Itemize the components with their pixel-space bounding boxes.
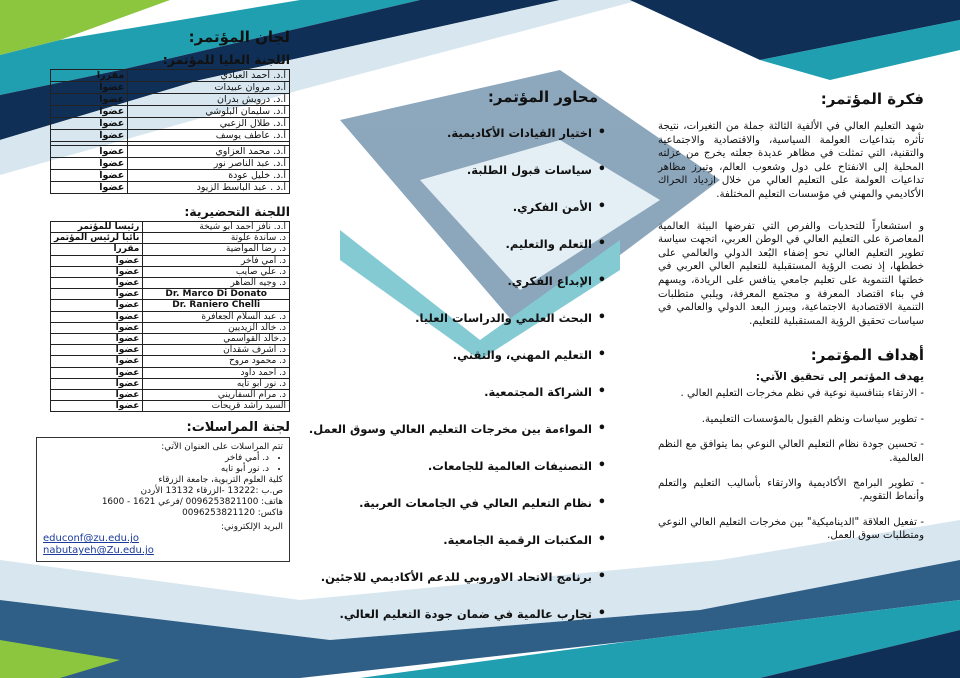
member-role: نائباً لرئيس المؤتمر: [51, 233, 143, 244]
goals-title: أهداف المؤتمر:: [810, 346, 924, 365]
member-name: د. أشرف شقدان: [143, 345, 290, 356]
contact-name: • د. نور أبو تايه: [43, 464, 269, 475]
preparatory-committee-title: اللجنة التحضيرية:: [184, 204, 290, 219]
table-row: [51, 118, 290, 130]
list-item: • برنامج الاتحاد الاوروبي للدعم الأكاديمي للاجئين.: [320, 569, 606, 584]
member-role: عضواً: [51, 356, 143, 367]
table-row: [51, 222, 290, 233]
member-role: عضواً: [51, 334, 143, 345]
axes-list: [308, 125, 606, 621]
member-name: أ.د. نافز أحمد أبو شيخة: [143, 222, 290, 233]
list-item: - تطوير سياسات ونظم القبول بالمؤسسات التعليمية.: [701, 413, 924, 425]
email-link-conference[interactable]: educonf@zu.edu.jo: [43, 533, 139, 545]
member-name: أ.د. عاطف يوسف: [128, 130, 290, 142]
idea-goals-section: [658, 90, 924, 555]
member-name: د. محمود مروح: [143, 356, 290, 367]
member-role: عضواً: [51, 367, 143, 378]
member-name: د. وجيه الضاهر: [143, 278, 290, 289]
preparatory-committee-table: [50, 221, 290, 412]
po-box: ص.ب :13222 -الزرقاء 13132 الأردن: [140, 486, 283, 497]
table-row: [51, 367, 290, 378]
member-role: عضواً: [51, 345, 143, 356]
member-name: أ.د. عبد الناصر نور: [128, 158, 290, 170]
member-role: مقرراً: [51, 70, 128, 82]
bullet-icon: •: [597, 347, 606, 362]
bullet-icon: •: [597, 310, 606, 325]
bullet-icon: •: [597, 273, 606, 288]
bullet-icon: •: [597, 606, 606, 621]
correspondence-committee-title: لجنة المراسلات:: [186, 420, 290, 436]
higher-committee-title: اللجنة العليا للمؤتمر:: [162, 52, 290, 67]
list-item: • التعليم المهني، والتقني.: [452, 347, 606, 362]
idea-paragraph-1: شهد التعليم العالي في الألفية الثالثة جملة من التغيرات، نتيجة تأثره بتداعيات العولمة السياسية، والاقتصادية والاجتماعية والتقنية، التي تمثلت في مظاهر عديدة جعلته يخرج من عزلته المحلية إلى الانفتاح على دول وشعوب العالم، وتبرز مظاهر تداعيات العولمة على التعليم العالي من خلال ازدياد الحراك الأكاديمي والمهني في مؤسسات التعليم المختلفة.: [658, 121, 924, 200]
member-name: أ.د. خليل عودة: [128, 170, 290, 182]
list-item: - تطوير البرامج الأكاديمية والارتقاء بأساليب التعليم والتعلم وأنماط التقويم.: [658, 477, 924, 503]
contact-list: [43, 453, 283, 475]
member-name: د. أمي فاخر: [143, 255, 290, 266]
list-item: • الأمن الفكري.: [512, 199, 606, 214]
list-item: - الارتقاء بتنافسية نوعية في نظم مخرجات التعليم العالي .: [680, 388, 924, 400]
member-role: عضواً: [51, 106, 128, 118]
email-link-contact[interactable]: nabutayeh@Zu.edu.jo: [43, 545, 154, 557]
member-role: عضواً: [51, 390, 143, 401]
idea-title: فكرة المؤتمر:: [820, 90, 924, 108]
member-name: د. أحمد داود: [143, 367, 290, 378]
member-role: عضواً: [51, 255, 143, 266]
table-row: [51, 378, 290, 389]
table-row: [51, 311, 290, 322]
table-row: [51, 401, 290, 412]
committees-title: لجان المؤتمر:: [188, 28, 290, 46]
member-role: مقرراً: [51, 244, 143, 255]
member-role: عضواً: [51, 158, 128, 170]
table-row: [51, 390, 290, 401]
member-role: عضواً: [51, 401, 143, 412]
idea-paragraph-2: و استشعاراً للتحديات والفرص التي تفرضها البيئة العالمية المعاصرة على التعليم العالي في الوطن العربي، اتجهت سياسة تطوير التعليم العالي نحو إضفاء البُعد الدولي والعالمي على خططها، إذ نصت الرؤية المستقبلية للتعليم العالي العربي في خطتها التنموية على تعليم جامعي ينافس على الريادة، ويسهم في بناء اقتصاد المعرفة و مجتمع المعرفة، ويلبي متطلبات التنمية الاقتصادية الاجتماعية، ويبرز البعد الدولي والعالمي في سياسات تحقيق الرؤية المستقبلية للتعليم.: [658, 220, 924, 327]
bullet-icon: •: [597, 532, 606, 547]
list-item: • المواءمة بين مخرجات التعليم العالي وسوق العمل.: [308, 421, 606, 436]
axes-section: [308, 88, 606, 644]
member-role: رئيساً للمؤتمر: [51, 222, 143, 233]
higher-committee-table: [50, 69, 290, 194]
phone-number: هاتف: 0096253821100 /فرعي 1621 - 1600: [101, 497, 283, 508]
table-row: [51, 94, 290, 106]
bullet-icon: •: [597, 495, 606, 510]
member-role: عضواً: [51, 170, 128, 182]
table-row: [51, 146, 290, 158]
member-role: عضواً: [51, 130, 128, 142]
list-item: • اختيار القيادات الأكاديمية.: [447, 125, 606, 140]
table-row: [51, 233, 290, 244]
table-row: [51, 334, 290, 345]
member-name: Dr. Raniero Chelli: [143, 300, 290, 311]
correspondence-intro: تتم المراسلات على العنوان الآتي:: [161, 442, 283, 453]
table-row: [51, 322, 290, 333]
table-row: [51, 106, 290, 118]
member-role: عضواً: [51, 378, 143, 389]
list-item: • نظام التعليم العالي في الجامعات العربية.: [359, 495, 606, 510]
list-item: - تحسين جودة نظام التعليم العالي النوعي بما يتوافق مع النظم العالمية.: [658, 439, 924, 464]
list-item: • التعلم والتعليم.: [505, 236, 606, 251]
member-name: أ.د. أحمد العبادي: [128, 70, 290, 82]
member-name: أ.د. سليمان البلوشي: [128, 106, 290, 118]
member-name: Dr. Marco Di Donato: [143, 289, 290, 300]
member-name: د. مرام السفاريني: [143, 390, 290, 401]
member-name: د. علي صايب: [143, 266, 290, 277]
member-name: د. خالد الزيديين: [143, 322, 290, 333]
committees-section: [40, 28, 290, 562]
member-role: عضواً: [51, 146, 128, 158]
goals-list: [658, 387, 924, 542]
bullet-icon: •: [597, 384, 606, 399]
member-name: أ.د. درويش بدران: [128, 94, 290, 106]
list-item: • البحث العلمي والدراسات العليا.: [415, 310, 606, 325]
bullet-icon: •: [597, 458, 606, 473]
table-row: [51, 266, 290, 277]
member-role: عضواً: [51, 266, 143, 277]
member-name: د. رضا المواضية: [143, 244, 290, 255]
goals-intro: يهدف المؤتمر إلى تحقيق الآتي:: [755, 370, 924, 384]
member-role: عضواً: [51, 94, 128, 106]
list-item: • تجارب عالمية في ضمان جودة التعليم العالي.: [339, 606, 606, 621]
bullet-icon: •: [597, 199, 606, 214]
table-row: [51, 70, 290, 82]
list-item: • سياسات قبول الطلبة.: [466, 162, 606, 177]
member-name: أ.د. محمد العزاوي: [128, 146, 290, 158]
member-name: أ.د. مروان عبيدات: [128, 82, 290, 94]
table-row: [51, 244, 290, 255]
table-row: [51, 170, 290, 182]
table-row: [51, 278, 290, 289]
table-row: [51, 345, 290, 356]
list-item: • المكتبات الرقمية الجامعية.: [443, 532, 606, 547]
member-name: السيد راشد قريحات: [143, 401, 290, 412]
member-role: عضواً: [51, 322, 143, 333]
member-name: أ.د. طلال الزعبي: [128, 118, 290, 130]
table-row: [51, 356, 290, 367]
correspondence-box: [36, 437, 290, 562]
email-block: [43, 522, 283, 557]
bullet-icon: •: [597, 569, 606, 584]
member-role: عضواً: [51, 311, 143, 322]
list-item: • الإبداع الفكري.: [507, 273, 606, 288]
table-row: [51, 158, 290, 170]
member-role: عضواً: [51, 182, 128, 194]
list-item: • الشراكة المجتمعية.: [484, 384, 606, 399]
table-row: [51, 289, 290, 300]
member-name: أ.د . عبد الباسط الزيود: [128, 182, 290, 194]
bullet-icon: •: [597, 125, 606, 140]
college-address: كلية العلوم التربوية، جامعة الزرقاء: [158, 475, 283, 486]
table-row: [51, 130, 290, 142]
member-name: د. نور أبو تايه: [143, 378, 290, 389]
member-role: عضواً: [51, 82, 128, 94]
member-role: عضواً: [51, 289, 143, 300]
bullet-icon: •: [597, 162, 606, 177]
member-name: د.خالد القواسمي: [143, 334, 290, 345]
bullet-icon: •: [597, 421, 606, 436]
fax-number: فاكس: 0096253821120: [182, 508, 283, 519]
member-name: د. عبد السلام الجعافرة: [143, 311, 290, 322]
bullet-icon: •: [597, 236, 606, 251]
table-row: [51, 255, 290, 266]
axes-title: محاور المؤتمر:: [487, 88, 598, 106]
member-role: عضواً: [51, 300, 143, 311]
list-item: • التصنيفات العالمية للجامعات.: [427, 458, 606, 473]
list-item: - تفعيل العلاقة "الديناميكية" بين مخرجات التعليم العالي النوعي ومتطلبات سوق العمل.: [658, 516, 924, 542]
member-role: عضواً: [51, 118, 128, 130]
table-row: [51, 300, 290, 311]
contact-name: • د. أمي فاخر: [43, 453, 269, 464]
member-name: د. ساندة علوتة: [143, 233, 290, 244]
member-role: عضواً: [51, 278, 143, 289]
table-row: [51, 82, 290, 94]
table-row: [51, 182, 290, 194]
email-label: البريد الإلكتروني:: [221, 522, 283, 533]
